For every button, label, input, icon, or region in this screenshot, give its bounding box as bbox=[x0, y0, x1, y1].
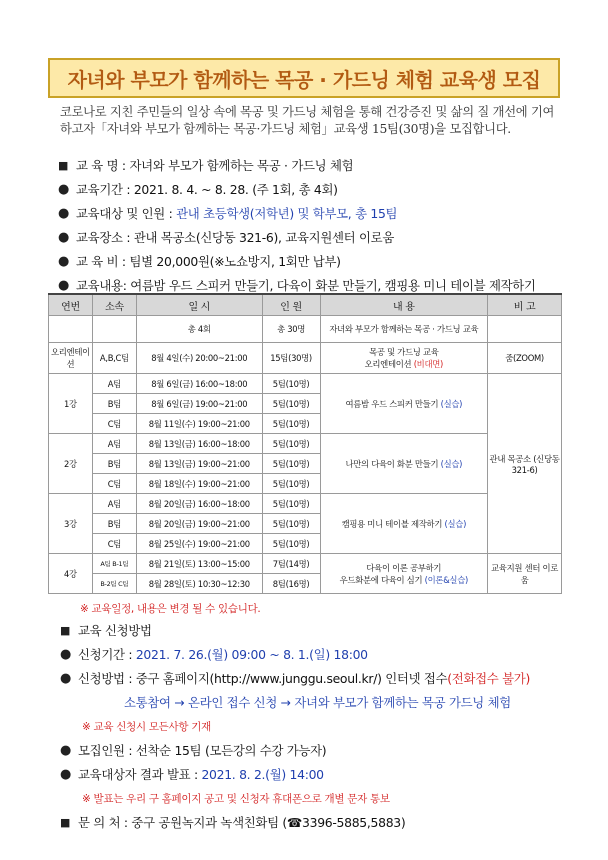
table-row: 4강 A팀 B-1팀 8월 21일(토) 13:00~15:00 7팀(14명) 다육이 이론 공부하기 우드화분에 다육이 심기 (이론&실습) 교육지원 센터 이로움 bbox=[49, 554, 562, 574]
result-remark: ※ 발표는 우리 구 홈페이지 공고 및 신청자 휴대폰으로 개별 문자 통보 bbox=[82, 792, 390, 805]
note-workshop: 관내 목공소 (신당동 321-6) bbox=[488, 374, 562, 554]
dot-bullet-icon: ● bbox=[58, 253, 70, 269]
table-note: ※ 교육일정, 내용은 변경 될 수 있습니다. bbox=[80, 603, 261, 615]
apply-remark: ※ 교육 신청시 모든사항 기재 bbox=[82, 720, 211, 733]
table-row: C팀 8월 11일(수) 19:00~21:00 5팀(10명) bbox=[49, 414, 562, 434]
square-bullet-icon: ■ bbox=[58, 158, 69, 172]
table-row: 1강 A팀 8월 6일(금) 16:00~18:00 5팀(10명) 여름밤 우드 스피커 만들기 (실습) 관내 목공소 (신당동 321-6) bbox=[49, 374, 562, 394]
info-target: ● 교육대상 및 인원 : 관내 초등학생(저학년) 및 학부모, 총 15팀 bbox=[58, 205, 398, 221]
dot-bullet-icon: ● bbox=[58, 277, 70, 293]
table-row-total: 총 4회 총 30명 자녀와 부모가 함께하는 목공 · 가드닝 교육 bbox=[49, 316, 562, 343]
info-list bbox=[58, 153, 578, 297]
table-row: C팀 8월 25일(수) 19:00~21:00 5팀(10명) bbox=[49, 534, 562, 554]
title-banner bbox=[48, 58, 560, 98]
schedule-table bbox=[48, 293, 562, 594]
square-bullet-icon: ■ bbox=[60, 815, 71, 829]
info-content: ● 교육내용 : 여름밤 우드 스피커 만들기, 다육이 화분 만들기, 캠핑용 미니 테이블 제작하기 bbox=[58, 277, 536, 293]
apply-section bbox=[60, 618, 580, 834]
table-row: B팀 8월 20일(금) 19:00~21:00 5팀(10명) bbox=[49, 514, 562, 534]
apply-result: ● 교육대상자 결과 발표 : 2021. 8. 2.(월) 14:00 bbox=[60, 766, 324, 782]
contact: ■ 문 의 처 : 중구 공원녹지과 녹색친화팀 (☎3396-5885,5883) bbox=[60, 815, 406, 830]
info-place: ● 교육장소 : 관내 목공소(신당동 321-6), 교육지원센터 이로움 bbox=[58, 229, 394, 245]
dot-bullet-icon: ● bbox=[58, 229, 70, 245]
info-fee: ● 교 육 비 : 팀별 20,000원(※노쇼방지, 1회만 납부) bbox=[58, 253, 341, 269]
apply-heading: ■ 교육 신청방법 bbox=[60, 623, 152, 638]
dot-bullet-icon: ● bbox=[60, 766, 72, 782]
apply-recruit: ● 모집인원 : 선착순 15팀 (모든강의 수강 가능자) bbox=[60, 742, 327, 758]
apply-path: 소통참여 → 온라인 접수 신청 → 자녀와 부모가 함께하는 목공 가드닝 체험 bbox=[124, 695, 511, 710]
table-row: 3강 A팀 8월 20일(금) 16:00~18:00 5팀(10명) 캠핑용 미니 테이블 제작하기 (실습) bbox=[49, 494, 562, 514]
apply-method: ● 신청방법 : 중구 홈페이지(http://www.junggu.seoul.kr/) 인터넷 접수 (전화접수 불가) bbox=[60, 670, 530, 686]
dot-bullet-icon: ● bbox=[60, 742, 72, 758]
info-name: ■ 교 육 명 : 자녀와 부모가 함께하는 목공 · 가드닝 체험 bbox=[58, 157, 354, 173]
table-row: B팀 8월 13일(금) 19:00~21:00 5팀(10명) bbox=[49, 454, 562, 474]
dot-bullet-icon: ● bbox=[58, 181, 70, 197]
apply-period: ● 신청기간 : 2021. 7. 26.(월) 09:00 ~ 8. 1.(일) 18:00 bbox=[60, 646, 368, 662]
dot-bullet-icon: ● bbox=[60, 646, 72, 662]
square-bullet-icon: ■ bbox=[60, 623, 71, 637]
table-header-row: 연번 소속 일 시 인 원 내 용 비 고 bbox=[49, 294, 562, 316]
table-row: 2강 A팀 8월 13일(금) 16:00~18:00 5팀(10명) 나만의 다육이 화분 만들기 (실습) bbox=[49, 434, 562, 454]
page-title: 자녀와 부모가 함께하는 목공 · 가드닝 체험 교육생 모집 bbox=[67, 67, 541, 92]
table-row: B팀 8월 6일(금) 19:00~21:00 5팀(10명) bbox=[49, 394, 562, 414]
dot-bullet-icon: ● bbox=[60, 670, 72, 686]
note-center: 교육지원 센터 이로움 bbox=[488, 554, 562, 594]
intro-paragraph: 코로나로 지친 주민들의 일상 속에 목공 및 가드닝 체험을 통해 건강증진 및 삶의 질 개선에 기여하고자「자녀와 부모가 함께하는 목공·가드닝 체험」교육생 15팀(30명)을 모집합니다. bbox=[60, 105, 555, 136]
table-row: B-2팀 C팀 8월 28일(토) 10:30~12:30 8팀(16명) bbox=[49, 574, 562, 594]
dot-bullet-icon: ● bbox=[58, 205, 70, 221]
table-row-orientation: 오리엔테이션 A,B,C팀 8월 4일(수) 20:00~21:00 15팀(30명) 목공 및 가드닝 교육 오리엔테이션 (비대면) 줌(ZOOM) bbox=[49, 343, 562, 374]
info-period: ● 교육기간 : 2021. 8. 4. ~ 8. 28. (주 1회, 총 4회) bbox=[58, 181, 338, 197]
table-row: C팀 8월 18일(수) 19:00~21:00 5팀(10명) bbox=[49, 474, 562, 494]
